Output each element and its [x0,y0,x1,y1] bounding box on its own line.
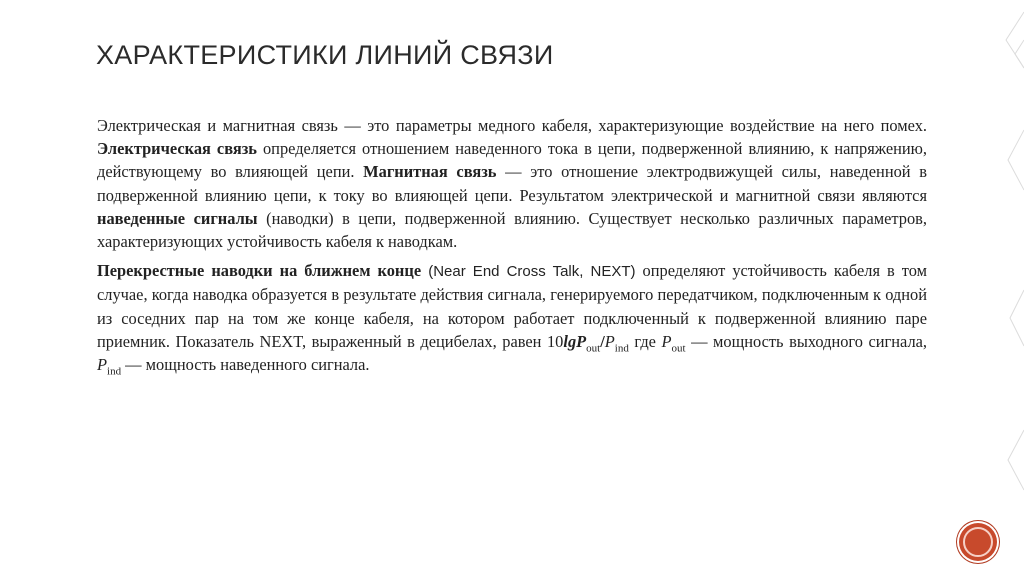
text-run-sans: (Near End Cross Talk, NEXT) [421,263,636,281]
text-run: — мощность выходного сигнала, [685,331,928,351]
next-slide-button[interactable] [957,521,999,563]
circle-nav-icon [963,527,993,557]
formula-sub-out-2: out [671,342,686,355]
formula-sub-out: out [586,342,601,355]
text-run: определяют устойчивость кабеля в том случае, когда наводка образуется в результате действия сигнала, генерируемого передатчиком, подключенным к одной из соседних пар на том же конце кабеля, на котором работает подключенный к подверженной влиянию паре приемник. Показатель NEXT, выраженный в децибелах, равен 10 [97,261,927,351]
term-electric-coupling: Электрическая связь [97,139,257,159]
formula-P: P [604,331,615,351]
formula-lgP: lgP [563,331,587,351]
formula-P-ind: P [97,355,108,375]
term-next: Перекрестные наводки на ближнем конце [97,261,422,281]
slide-title: ХАРАКТЕРИСТИКИ ЛИНИЙ СВЯЗИ [96,40,554,70]
formula-sub-ind-2: ind [107,365,122,378]
paragraph-next [97,259,927,376]
paragraph-coupling [97,114,927,253]
text-run: (наводки) в цепи, подверженной влиянию. Существует несколько различных параметров, характеризующих устойчивость кабеля к наводкам. [97,208,927,252]
text-run: где [628,331,662,351]
text-run: Электрическая и магнитная связь — это параметры медного кабеля, характеризующие воздействие на него помех. [97,116,927,135]
formula-P-out: P [661,331,672,351]
chevron-decor-icon [984,0,1024,574]
text-run: — мощность наведенного сигнала. [121,355,370,375]
term-magnetic-coupling: Магнитная связь [363,162,497,182]
text-run: — это отношение электродвижущей силы, наведенной в подверженной влиянию цепи, к току во влияющей цепи. Результатом электрической и магнитной связи являются [97,162,928,205]
formula-slash: / [600,331,605,351]
text-run: определяется отношением наведенного тока в цепи, подверженной влиянию, к напряжению, действующему во влияющей цепи. [97,139,927,182]
formula-sub-ind: ind [614,342,629,355]
slide-body [97,114,927,376]
term-induced-signals: наведенные сигналы [97,208,258,228]
